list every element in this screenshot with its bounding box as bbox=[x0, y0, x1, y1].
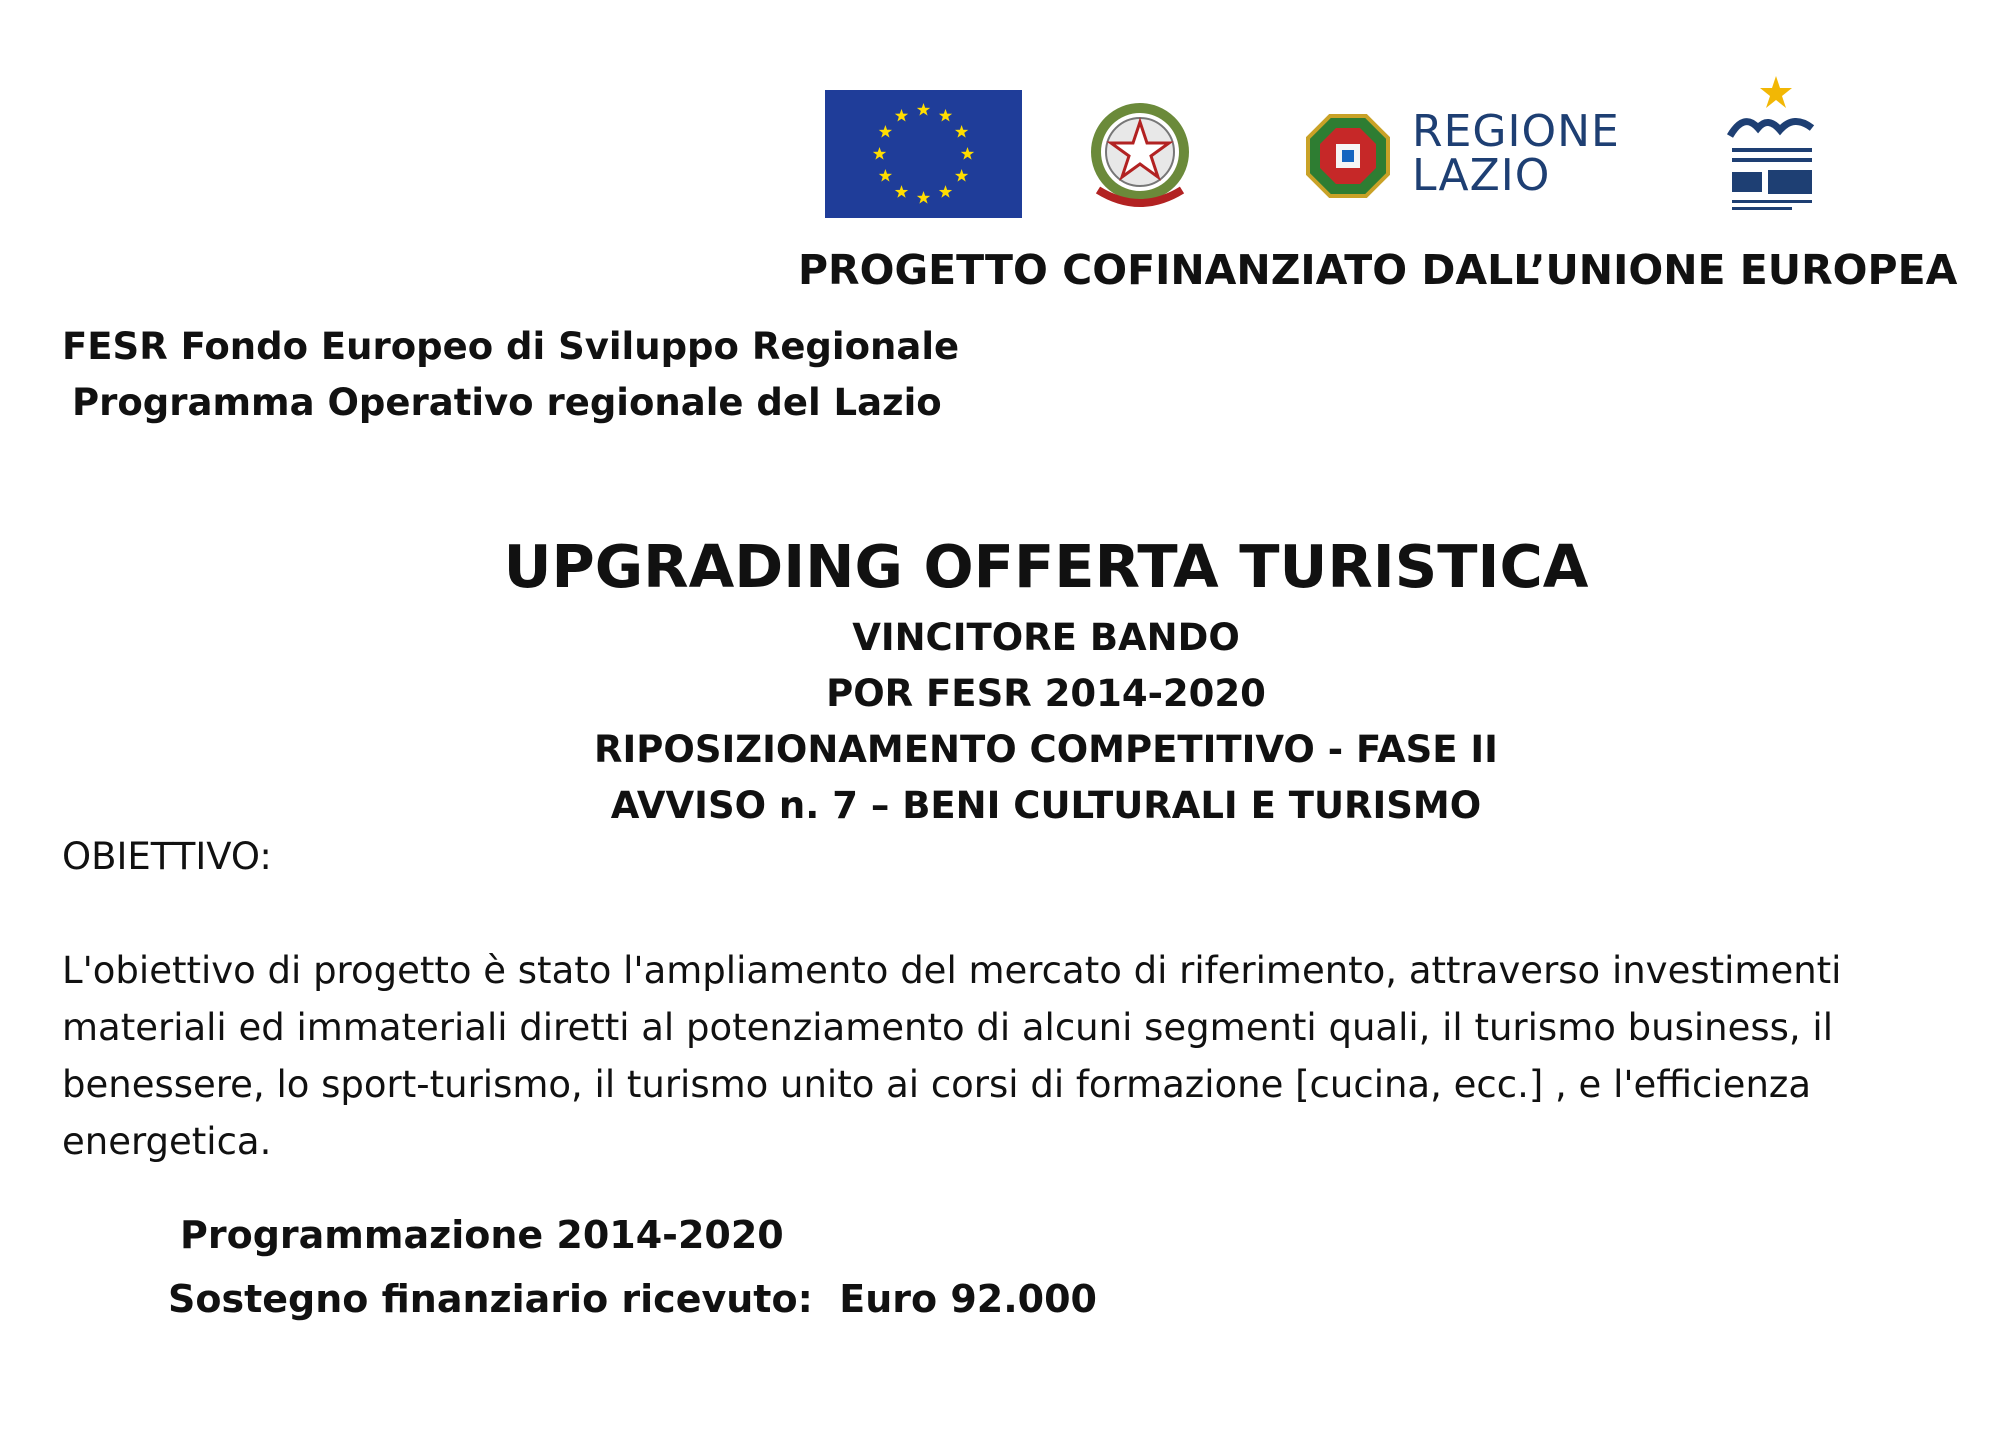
eu-flag-icon bbox=[825, 90, 1022, 218]
programming-period: Programmazione 2014-2020 bbox=[180, 1213, 784, 1257]
subtitle-line2: POR FESR 2014-2020 bbox=[826, 672, 1266, 715]
page-title: UPGRADING OFFERTA TURISTICA bbox=[503, 532, 1589, 601]
fund-name-line2: Programma Operativo regionale del Lazio bbox=[72, 381, 942, 424]
financial-support: Sostegno finanziario ricevuto: Euro 92.000 bbox=[168, 1277, 1097, 1321]
fesr-por-logo-icon bbox=[1724, 76, 1820, 214]
objective-label: OBIETTIVO: bbox=[62, 835, 272, 878]
subtitle-line3: RIPOSIZIONAMENTO COMPETITIVO - FASE II bbox=[594, 728, 1498, 771]
subtitle-line1: VINCITORE BANDO bbox=[852, 616, 1240, 659]
regione-lazio-crest-icon bbox=[1306, 114, 1390, 198]
subtitle-line4: AVVISO n. 7 – BENI CULTURALI E TURISMO bbox=[610, 784, 1482, 827]
regione-lazio-wordmark bbox=[1412, 106, 1620, 201]
objective-paragraph: L'obiettivo di progetto è stato l'ampliamento del mercato di riferimento, attraverso investimenti materiali ed immateriali diretti al potenziamento di alcuni segmenti quali, il turismo business, il benessere, lo sport-turismo, il turismo unito ai corsi di formazione [cucina, ecc.] , e l'efficienza energetica. bbox=[62, 949, 1842, 1163]
fund-name-line1: FESR Fondo Europeo di Sviluppo Regionale bbox=[62, 325, 960, 368]
regione-lazio-line1: REGIONE bbox=[1412, 106, 1620, 157]
regione-lazio-line2: LAZIO bbox=[1412, 150, 1551, 201]
italian-republic-emblem-icon bbox=[1088, 98, 1192, 214]
cofinanced-heading: PROGETTO COFINANZIATO DALL’UNIONE EUROPEA bbox=[798, 246, 1958, 294]
